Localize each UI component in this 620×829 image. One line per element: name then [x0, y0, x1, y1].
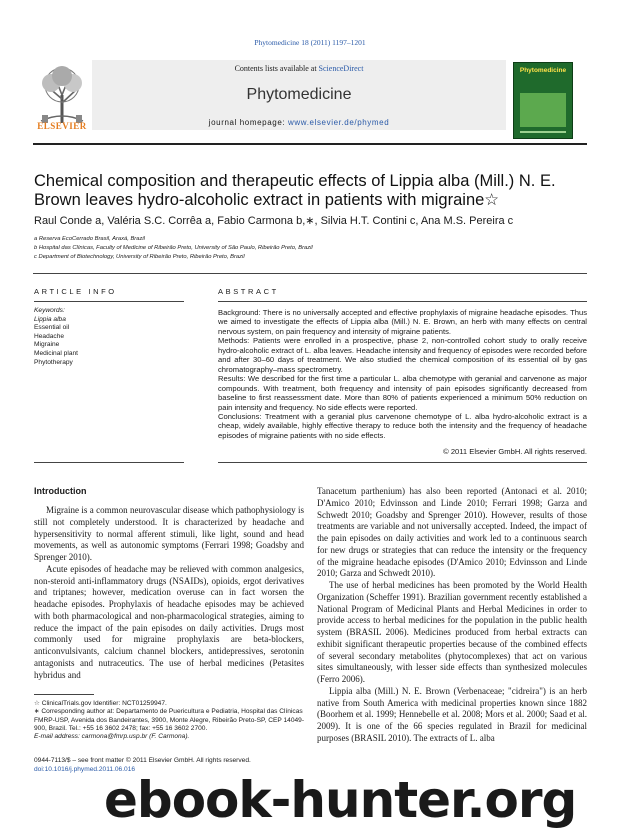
header-rule [33, 143, 587, 145]
footnote-corresponding: ∗ Corresponding author at: Departamento de Puericultura e Pediatria, Hospital das Clínicas FMRP-USP, Avenida dos Bandeirantes, 3900, Monte Alegre, Ribeirão Preto-SP, CEP 14049-900, Brazil. Tel.: +55 16 3602 2478; fax: +55 16 3602 2700. [34, 708, 305, 732]
article-info-heading: ARTICLE INFO [34, 287, 117, 296]
intro-paragraph: The use of herbal medicines has been promoted by the World Health Organization (Scheffer 1991). Brazilian government recently established a National Program of Medicinal Plants and Herbal Medicines in order to provide access to herbal medicines for the population in the public health system (BRASIL 2006). Medicines produced from herbal extracts can exhibit significant therapeutic properties because of the combined effects of several secondary metabolites (phytocomplexes) that act on various sites simultaneously, with lesser side effects than synthesized molecules (Ferro 2006). [317, 580, 587, 684]
journal-citation[interactable]: Phytomedicine 18 (2011) 1197–1201 [254, 38, 366, 47]
contents-prefix: Contents lists available at [234, 64, 319, 73]
doi-link[interactable]: doi:10.1016/j.phymed.2011.06.016 [34, 766, 136, 773]
issn-line: 0944-7113/$ – see front matter © 2011 Elsevier GmbH. All rights reserved. [34, 757, 251, 764]
abstract-body [218, 308, 587, 440]
homepage-link[interactable]: www.elsevier.de/phymed [288, 118, 390, 127]
intro-right-column [317, 486, 587, 745]
keyword: Medicinal plant [34, 349, 78, 357]
abstract-background: Background: There is no universally accepted and effective prophylaxis of migraine headache episodes. Thus we aimed to investigate the effects of Lippia alba (Mill.) N. E. Brown, an herb with many effects on central nervous system, on pain frequency and intensity of migraine patients. [218, 308, 587, 336]
keyword: Phytotherapy [34, 358, 73, 366]
introduction-heading: Introduction [34, 486, 87, 496]
footnotes [34, 700, 304, 741]
abstract-results: Results: We described for the first time a particular L. alba chemotype with geranial and carvenone as major compounds. With treatment, both frequency and intensity of pain episodes significantly decreased from baseline to first reassessment date. More than 80% of patients experienced a minimum 50% reduction on pain intensity and frequency. No side effects were reported. [218, 374, 587, 412]
article-info-rule [34, 301, 184, 302]
intro-left-column [34, 505, 304, 681]
homepage-line [92, 118, 506, 127]
watermark: ebook-hunter.org [104, 771, 577, 829]
abstract-copyright: © 2011 Elsevier GmbH. All rights reserved. [443, 447, 587, 456]
affiliation-a: a Reserva EcoCerrado Brasil, Araxá, Brazil [34, 236, 145, 242]
sciencedirect-link[interactable]: ScienceDirect [318, 64, 364, 73]
keywords-bottom-rule [34, 462, 184, 463]
intro-paragraph: Acute episodes of headache may be relieved with common analgesics, non-steroid anti-inflammatory drugs (NSAIDs), opioids, ergot derivatives and triptanes; however, medication overuse can in fact worsen the headache episodes. Prophylaxis of headache episodes may be achieved with both pharmacological and non-pharmacological strategies, aiming to reduce the impact of the pain episodes on daily activities. Drugs most commonly used for migraine prophylaxis are beta-blockers, anticonvulsivants, calcium channel blockers, antidepressives, serotonin antagonists and nutraceutics. The use of herbal medicines (Petasites hybridus and [34, 563, 304, 680]
keyword: Headache [34, 332, 65, 340]
footnote-trial-id: ☆ ClinicalTrials.gov Identifier: NCT01259947. [34, 700, 167, 707]
cover-image [520, 93, 566, 127]
keyword: Lippia alba [34, 315, 66, 323]
elsevier-tree-icon [33, 65, 91, 125]
footnote-rule [34, 694, 94, 695]
intro-paragraph: Migraine is a common neurovascular disease which pathophysiology is still not completely understood. It is characterized by headache and hypersensitivity to normal afferent stimuli, like light, sound and head movements, as well as autonomic symptoms (Ferrari 1998; Goadsby and Sprenger 2010). [34, 505, 304, 562]
journal-name: Phytomedicine [246, 86, 352, 103]
journal-header-box [92, 60, 506, 130]
keyword: Migraine [34, 341, 60, 349]
keywords-block [34, 307, 174, 367]
affiliation-rule [33, 273, 587, 274]
affiliation-b: b Hospital das Clínicas, Faculty of Medicine of Ribeirão Preto, University of São Paulo, Ribeirão Preto, Brazil [34, 245, 313, 251]
intro-paragraph: Tanacetum parthenium) has also been reported (Antonaci et al. 2010; D'Amico 2010; Edvinsson and Linde 2010; Ferrari 1998; Garza and Schwedt 2010; Goadsby and Sprenger 2010). However, results of those treatments are variable and not universally accepted. Indeed, the impact of the pain episodes on daily activities and work led to a continuous search for new drugs or strategies that can reduce the intensity or the frequency of the migraine headache episodes (D'Amico 2010; Edvinsson and Linde 2010; Garza and Schwedt 2010). [317, 486, 587, 579]
author-list: Raul Conde a, Valéria S.C. Corrêa a, Fabio Carmona b,∗, Silvia H.T. Contini c, Ana M.S. Pereira c [34, 215, 514, 227]
keywords-label: Keywords: [34, 307, 65, 314]
intro-paragraph: Lippia alba (Mill.) N. E. Brown (Verbenaceae; "cidreira") is an herb native from South America with medicinal properties known since 1882 (Boorhem et al. 1999; Hennebelle et al. 2008; Mors et al. 2000; Saad et al. 2009). It is one of the 66 species regulated in Brazil for medicinal purposes (BRASIL 2010). The extracts of L. alba [317, 685, 587, 743]
abstract-bottom-rule [218, 462, 587, 463]
article-title: Chemical composition and therapeutic effects of Lippia alba (Mill.) N. E. Brown leaves hydro-alcoholic extract in patients with migraine☆ [34, 172, 556, 209]
footnote-email: E-mail address: carmona@fmrp.usp.br (F. Carmona). [34, 733, 190, 741]
affiliation-c: c Department of Biotechnology, University of Ribeirão Preto, Ribeirão Preto, Brazil [34, 254, 245, 260]
abstract-methods: Methods: Patients were enrolled in a prospective, phase 2, non-controlled cohort study to orally receive hydro-alcoholic extract of L. alba leaves. Headache intensity and frequency of episodes were recorded before and after 30–60 days of treatment. We also studied the chemical composition of its essential oil by gas chromatography–mass spectrometry. [218, 336, 587, 374]
cover-title: Phytomedicine [519, 67, 567, 74]
abstract-heading: ABSTRACT [218, 287, 279, 296]
elsevier-logo-text: ELSEVIER [37, 121, 87, 131]
homepage-prefix: journal homepage: [208, 118, 289, 127]
abstract-conclusions: Conclusions: Treatment with a geranial plus carvenone chemotype of L. alba hydro-alcoholic extract is a cheap, widely available, highly effective therapy to reduce both the intensity and the frequency of headache episodes of migraine patients with no side effects. [218, 411, 587, 440]
contents-line [92, 64, 506, 73]
abstract-rule [218, 301, 587, 302]
journal-cover-icon [513, 62, 573, 139]
keyword: Essential oil [34, 324, 70, 332]
